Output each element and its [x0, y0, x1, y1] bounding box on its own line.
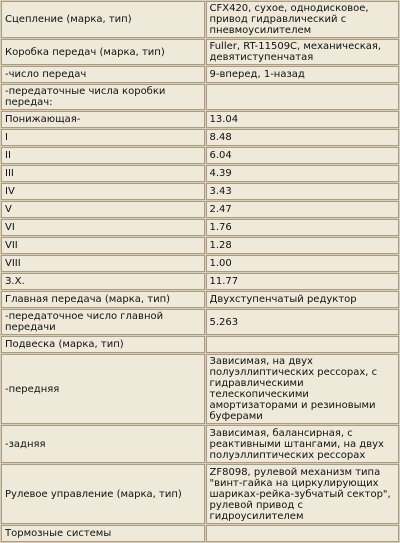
row-value: [206, 336, 400, 353]
row-value: CFX420, сухое, однодисковое, привод гидравлический с пневмоусилителем: [206, 1, 400, 38]
table-row: [1, 425, 399, 463]
table-row: [1, 111, 399, 128]
row-label: IV: [1, 183, 205, 200]
table-row: [1, 237, 399, 254]
row-label: VI: [1, 219, 205, 236]
row-value: 2.47: [206, 201, 400, 218]
row-label: Рулевое управление (марка, тип): [1, 464, 205, 524]
table-row: [1, 129, 399, 146]
row-label: III: [1, 165, 205, 182]
table-row: [1, 219, 399, 236]
row-value: 1.76: [206, 219, 400, 236]
table-row: [1, 291, 399, 308]
row-label: Коробка передач (марка, тип): [1, 39, 205, 65]
row-value: 6.04: [206, 147, 400, 164]
row-value: Зависимая, на двух полуэллиптических рессорах, с гидравлическими телескопическими амортизаторами и резиновыми буферами: [206, 354, 400, 424]
row-value: 4.39: [206, 165, 400, 182]
table-row: [1, 147, 399, 164]
row-value: Двухступенчатый редуктор: [206, 291, 400, 308]
table-row: [1, 84, 399, 110]
row-label: Понижающая-: [1, 111, 205, 128]
table-row: [1, 201, 399, 218]
row-value: 11.77: [206, 273, 400, 290]
row-value: 5.263: [206, 309, 400, 335]
table-row: [1, 255, 399, 272]
row-label: Тормозные системы: [1, 525, 205, 542]
row-label: -число передач: [1, 66, 205, 83]
row-label: VII: [1, 237, 205, 254]
row-label: З.Х.: [1, 273, 205, 290]
row-value: 13.04: [206, 111, 400, 128]
table-row: [1, 336, 399, 353]
row-label: VIII: [1, 255, 205, 272]
table-row: [1, 39, 399, 65]
table-row: [1, 525, 399, 542]
table-row: [1, 66, 399, 83]
row-value: 9-вперед, 1-назад: [206, 66, 400, 83]
table-row: [1, 1, 399, 38]
row-label: Главная передача (марка, тип): [1, 291, 205, 308]
row-label: -передаточное число главной передачи: [1, 309, 205, 335]
table-row: [1, 464, 399, 524]
table-row: [1, 273, 399, 290]
row-label: Подвеска (марка, тип): [1, 336, 205, 353]
row-value: [206, 525, 400, 542]
row-label: I: [1, 129, 205, 146]
row-label: -передаточные числа коробки передач:: [1, 84, 205, 110]
row-value: Зависимая, балансирная, с реактивными штангами, на двух полуэллиптических рессорах: [206, 425, 400, 463]
row-value: 1.00: [206, 255, 400, 272]
table-row: [1, 183, 399, 200]
row-value: 3.43: [206, 183, 400, 200]
row-label: V: [1, 201, 205, 218]
row-value: 1.28: [206, 237, 400, 254]
row-value: 8.48: [206, 129, 400, 146]
row-value: [206, 84, 400, 110]
table-row: [1, 165, 399, 182]
row-label: -передняя: [1, 354, 205, 424]
row-label: -задняя: [1, 425, 205, 463]
row-label: Сцепление (марка, тип): [1, 1, 205, 38]
row-value: Fuller, RT-11509C, механическая, девятиступенчатая: [206, 39, 400, 65]
table-row: [1, 354, 399, 424]
row-value: ZF8098, рулевой механизм типа "винт-гайка на циркулирующих шариках-рейка-зубчатый сектор", рулевой привод с гидроусилителем: [206, 464, 400, 524]
table-row: [1, 309, 399, 335]
row-label: II: [1, 147, 205, 164]
